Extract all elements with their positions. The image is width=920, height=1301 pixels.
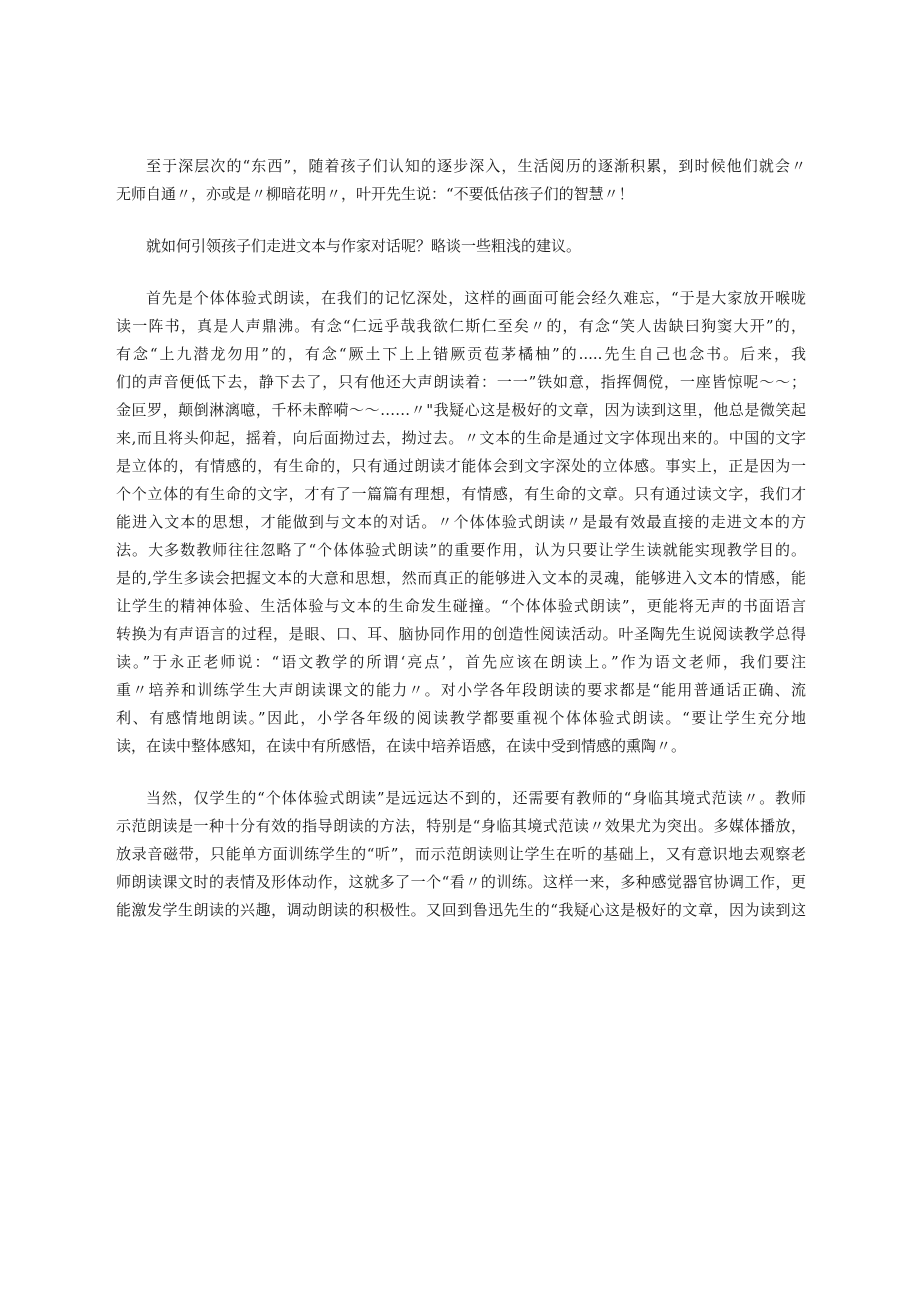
- paragraph-3: [116, 284, 806, 760]
- text-line: 金叵罗，颠倒淋漓噫，千杯未醉嗬～～……〃"我疑心这是极好的文章，因为读到这里，他总是微笑起: [116, 401, 806, 419]
- text-line: 师朗读课文时的表情及形体动作，这就多了一个“看〃的训练。这样一来，多种感觉器官协调工作，更: [116, 873, 806, 891]
- text-line: 是立体的，有情感的，有生命的，只有通过朗读才能体会到文字深处的立体感。事实上，正是因为一: [116, 457, 806, 475]
- text-line: 法。大多数教师往往忽略了“个体体验式朗读”的重要作用，认为只要让学生读就能实现教学目的。: [116, 541, 806, 559]
- text-line: 至于深层次的“东西”，随着孩子们认知的逐步深入，生活阅历的逐渐积累，到时候他们就会〃: [146, 157, 806, 175]
- text-line: 放录音磁带，只能单方面训练学生的“听”，而示范朗读则让学生在听的基础上，又有意识地去观察老: [116, 845, 806, 863]
- text-line: 读，在读中整体感知，在读中有所感悟，在读中培养语感，在读中受到情感的熏陶〃。: [116, 737, 687, 755]
- text-line: 能激发学生朗读的兴趣，调动朗读的积极性。又回到鲁迅先生的“我疑心这是极好的文章，因为读到这: [116, 901, 806, 919]
- text-line: 个个立体的有生命的文字，才有了一篇篇有理想，有情感，有生命的文章。只有通过读文字，我们才: [116, 485, 806, 503]
- text-line: 就如何引领孩子们走进文本与作家对话呢？略谈一些粗浅的建议。: [146, 237, 582, 255]
- text-line: 有念“上九潜龙勿用”的，有念“厥土下上上错厥贡苞茅橘柚”的.....先生自己也念书。后来，我: [116, 345, 806, 363]
- text-line: 读一阵书，真是人声鼎沸。有念“仁远乎哉我欲仁斯仁至矣〃的，有念“笑人齿缺曰狗窦大开”的，: [116, 317, 806, 335]
- paragraph-4: [116, 784, 806, 924]
- text-line: 首先是个体体验式朗读，在我们的记忆深处，这样的画面可能会经久难忘，“于是大家放开喉咙: [146, 289, 806, 307]
- text-line: 让学生的精神体验、生活体验与文本的生命发生碰撞。“个体体验式朗读”，更能将无声的书面语言: [116, 597, 806, 615]
- text-line: 们的声音便低下去，静下去了，只有他还大声朗读着：一一”铁如意，指挥倜傥，一座皆惊呢～～；: [116, 373, 806, 391]
- text-line: 示范朗读是一种十分有效的指导朗读的方法，特别是“身临其境式范读〃效果尤为突出。多媒体播放，: [116, 817, 806, 835]
- paragraph-2: [116, 232, 806, 260]
- text-line: 无师自通〃，亦或是〃柳暗花明〃，叶开先生说：“不要低估孩子们的智慧〃！: [116, 185, 634, 203]
- text-line: 重〃培养和训练学生大声朗读课文的能力〃。对小学各年段朗读的要求都是“能用普通话正确、流: [116, 681, 806, 699]
- text-line: 利、有感情地朗读。”因此，小学各年级的阅读教学都要重视个体体验式朗读。“要让学生充分地: [116, 709, 806, 727]
- text-line: 读。”于永正老师说：“语文教学的所谓‘亮点’，首先应该在朗读上。”作为语文老师，我们要注: [116, 653, 806, 671]
- text-line: 是的,学生多读会把握文本的大意和思想，然而真正的能够进入文本的灵魂，能够进入文本的情感，能: [116, 569, 806, 587]
- text-line: 转换为有声语言的过程，是眼、口、耳、脑协同作用的创造性阅读活动。叶圣陶先生说阅读教学总得: [116, 625, 806, 643]
- text-line: 能进入文本的思想，才能做到与文本的对话。〃个体体验式朗读〃是最有效最直接的走进文本的方: [116, 513, 806, 531]
- paragraph-1: [116, 152, 806, 208]
- document-body: [116, 152, 806, 924]
- text-line: 当然，仅学生的“个体体验式朗读”是远远达不到的，还需要有教师的“身临其境式范读〃。教师: [146, 789, 806, 807]
- text-line: 来,而且将头仰起，摇着，向后面拗过去，拗过去。〃文本的生命是通过文字体现出来的。中国的文字: [116, 429, 806, 447]
